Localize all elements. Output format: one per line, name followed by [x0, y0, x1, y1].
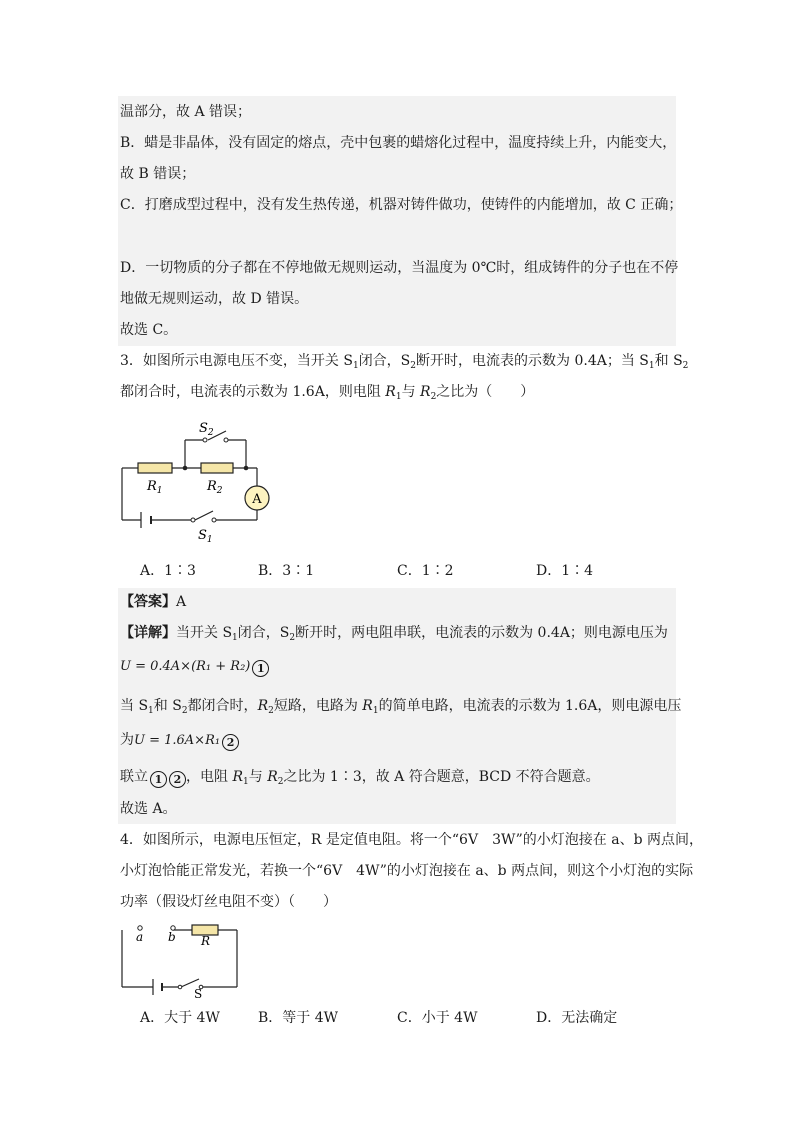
q3-label-r2: $R_2$ — [207, 479, 223, 496]
q4-stem-line-1: 4．如图所示，电源电压恒定，R 是定值电阻。将一个“6V 3W”的小灯泡接在 a、b 两点间， — [120, 832, 703, 848]
q3-conclusion: 故选 A。 — [120, 801, 177, 817]
prev-solution-line-1: 温部分，故 A 错误； — [120, 104, 252, 120]
q4-label-r: R — [201, 934, 211, 948]
q4-option-c[interactable]: C．小于 4W — [397, 1010, 478, 1026]
q4-label-b: b — [168, 930, 176, 944]
q3-circuit-diagram — [115, 412, 280, 547]
q3-stem-line-2: 都闭合时，电流表的示数为 1.6A，则电阻 $R_1$与 $R_2$之比为（ ） — [120, 384, 535, 402]
q4-stem-line-3: 功率（假设灯丝电阻不变）（ ） — [120, 894, 337, 910]
prev-solution-line-3: 故 B 错误； — [120, 166, 196, 182]
q3-option-d[interactable]: D．1∶4 — [536, 563, 594, 579]
svg-text:A: A — [252, 492, 262, 507]
q3-label-s2: $S_2$ — [199, 421, 214, 438]
q3-detail-line-3: 为U = 1.6A×R₁ 2 — [120, 730, 239, 751]
q4-option-d[interactable]: D．无法确定 — [536, 1010, 618, 1026]
q3-detail-line-1: 【详解】当开关 $S_1$闭合，$S_2$断开时，两电阻串联，电流表的示数为 0.4A；则电源电压为 — [120, 625, 668, 643]
q3-label-s1: $S_1$ — [198, 528, 213, 545]
q3-option-b[interactable]: B．3∶1 — [258, 563, 315, 579]
q3-formula-1: U = 0.4A×(R₁ + R₂) 1 — [120, 657, 269, 677]
prev-solution-line-6: 地做无规则运动，故 D 错误。 — [120, 291, 309, 307]
equation-mark-2: 2 — [222, 734, 239, 751]
prev-solution-line-7: 故选 C。 — [120, 322, 178, 338]
q3-stem-line-1: 3．如图所示电源电压不变，当开关 $S_1$闭合，$S_2$断开时，电流表的示数为 0.4A；当 $S_1$和 $S_2$ — [120, 353, 689, 371]
q3-resistor-r1 — [138, 463, 172, 473]
q4-stem-line-2: 小灯泡恰能正常发光，若换一个“6V 4W”的小灯泡接在 a、b 两点间，则这个小灯泡的实际 — [120, 863, 694, 879]
prev-solution-line-4: C．打磨成型过程中，没有发生热传递，机器对铸件做功，使铸件的内能增加，故 C 正确； — [120, 197, 683, 213]
q4-label-a: a — [136, 930, 144, 944]
q4-option-b[interactable]: B．等于 4W — [258, 1010, 339, 1026]
q3-detail-line-2: 当 $S_1$和 $S_2$都闭合时，$R_2$短路，电路为 $R_1$的简单电路，电流表的示数为 1.6A，则电源电压 — [120, 698, 682, 716]
prev-solution-line-2: B．蜡是非晶体，没有固定的熔点，壳中包裹的蜡熔化过程中，温度持续上升，内能变大， — [120, 135, 677, 151]
q3-option-a[interactable]: A．1∶3 — [140, 563, 196, 579]
q4-label-s: S — [194, 987, 203, 1000]
q3-detail-line-4: 联立 1 2 ，电阻 $R_1$与 $R_2$之比为 1∶3，故 A 符合题意，BCD 不符合题意。 — [120, 769, 600, 787]
q3-resistor-r2 — [201, 463, 233, 473]
equation-mark-1: 1 — [252, 660, 269, 677]
q3-label-r1: $R_1$ — [147, 479, 163, 496]
q4-circuit-diagram — [115, 918, 245, 1000]
q4-option-a[interactable]: A．大于 4W — [140, 1010, 220, 1026]
q3-answer: 【答案】A — [120, 594, 187, 610]
prev-solution-line-5: D．一切物质的分子都在不停地做无规则运动，当温度为 0℃时，组成铸件的分子也在不停 — [120, 260, 679, 276]
q3-option-c[interactable]: C．1∶2 — [397, 563, 454, 579]
